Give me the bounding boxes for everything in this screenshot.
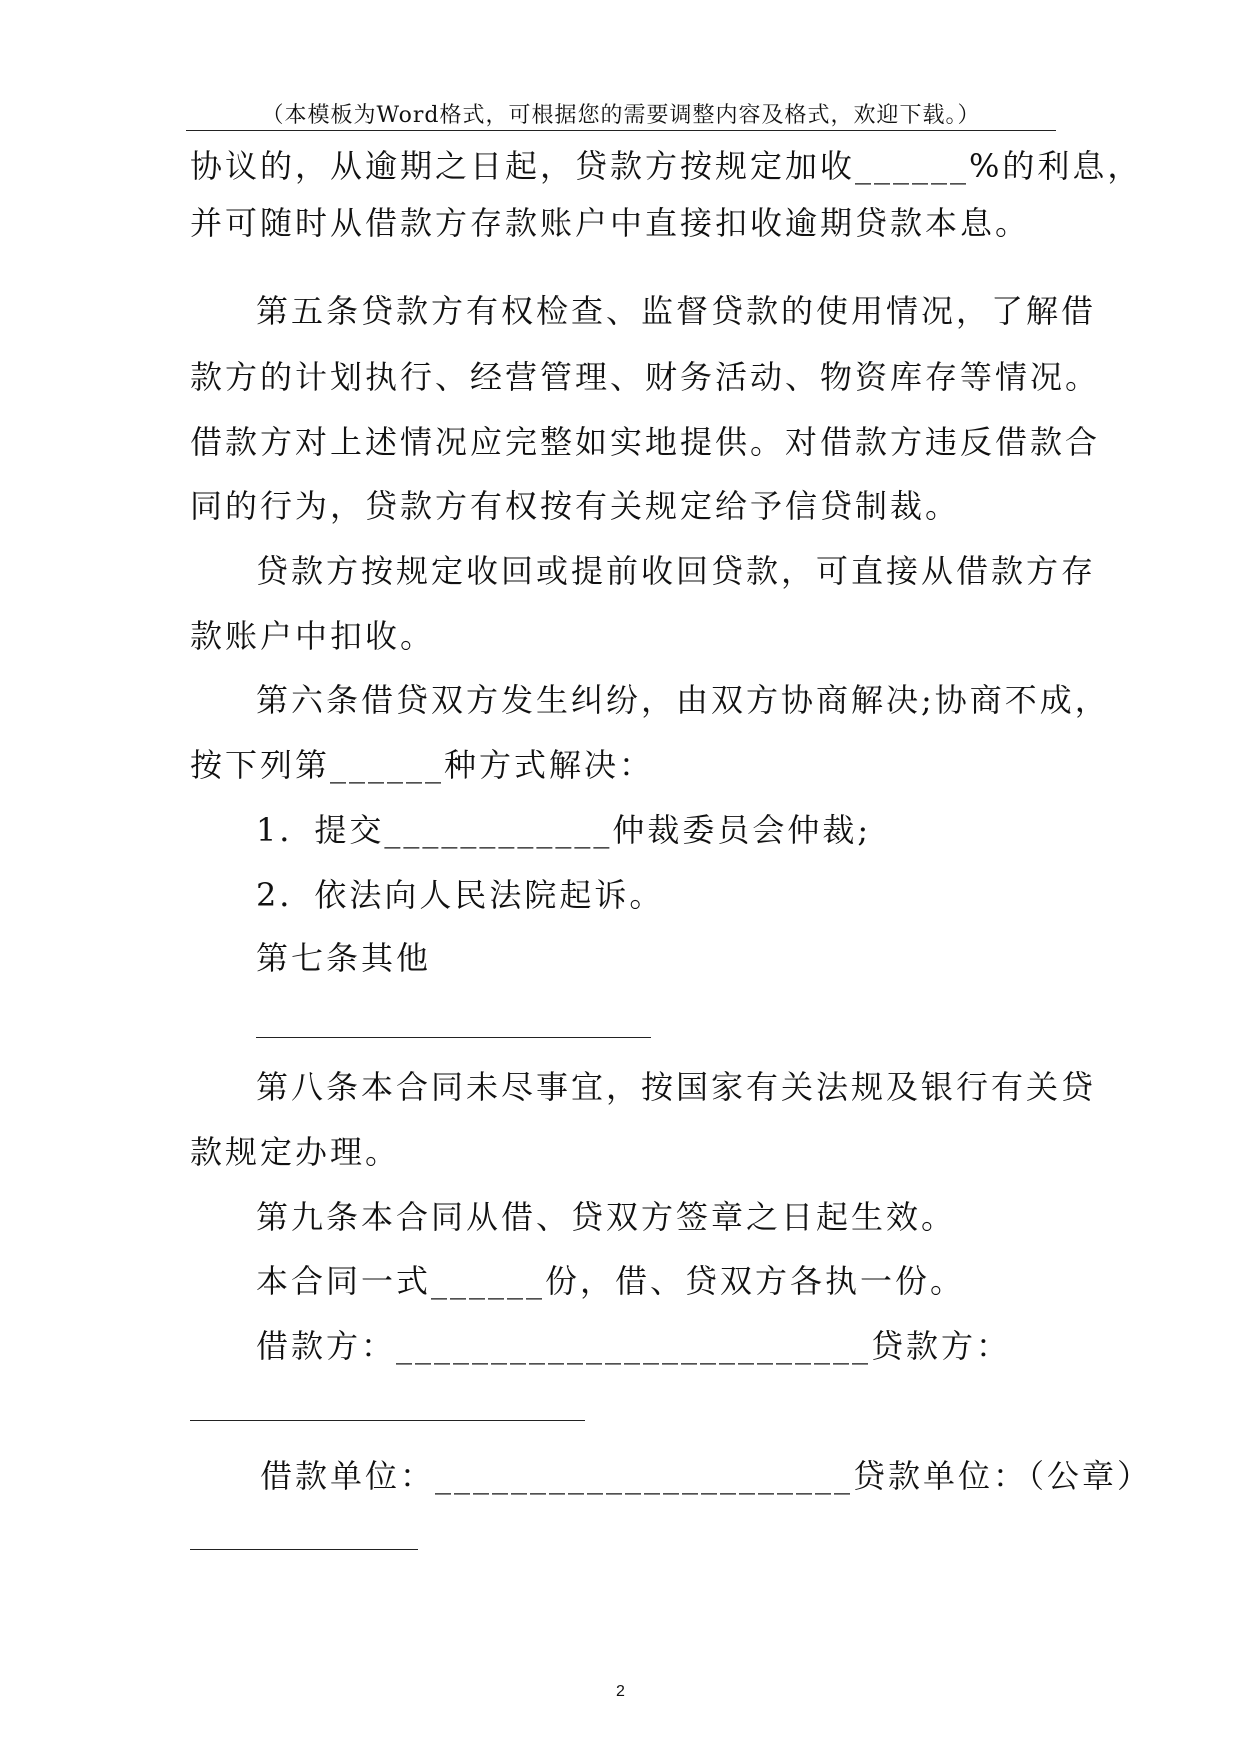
paragraph-line: 同的行为，贷款方有权按有关规定给予信贷制裁。 [190,487,961,525]
paragraph-line: 按下列第______种方式解决： [190,746,655,784]
article-7-blank [256,1037,651,1038]
article-8-line: 第八条本合同未尽事宜，按国家有关法规及银行有关贷 [256,1068,1097,1106]
article-5-line: 第五条贷款方有权检查、监督贷款的使用情况，了解借 [256,292,1097,330]
signature-borrower-line: 借款方：_________________________贷款方： [256,1327,1012,1365]
option-2-line: 2．依法向人民法院起诉。 [256,876,665,914]
paragraph-line: 款账户中扣收。 [190,617,436,655]
paragraph-line: 款规定办理。 [190,1133,401,1171]
template-header-note: （本模板为Word格式，可根据您的需要调整内容及格式，欢迎下载。） [261,103,981,128]
paragraph-line: 并可随时从借款方存款账户中直接扣收逾期贷款本息。 [190,204,1031,242]
copies-line: 本合同一式______份，借、贷双方各执一份。 [256,1262,966,1300]
article-6-line: 第六条借贷双方发生纠纷，由双方协商解决;协商不成， [256,681,1110,719]
lender-seal-blank [190,1549,418,1550]
paragraph-line: 借款方对上述情况应完整如实地提供。对借款方违反借款合 [190,423,1101,461]
paragraph-line: 款方的计划执行、经营管理、财务活动、物资库存等情况。 [190,358,1101,396]
article-9-line: 第九条本合同从借、贷双方签章之日起生效。 [256,1198,957,1236]
page-number: 2 [616,1683,625,1700]
option-1-line: 1．提交____________仲裁委员会仲裁; [256,811,872,849]
signature-unit-line: 借款单位：______________________贷款单位：（公章） [260,1457,1153,1495]
paragraph-line: 贷款方按规定收回或提前收回贷款，可直接从借款方存 [256,552,1097,590]
paragraph-line: 协议的，从逾期之日起，贷款方按规定加收______%的利息， [190,147,1143,185]
lender-signature-blank [190,1420,585,1421]
header-divider [186,130,1056,131]
article-7-line: 第七条其他 [256,939,432,977]
